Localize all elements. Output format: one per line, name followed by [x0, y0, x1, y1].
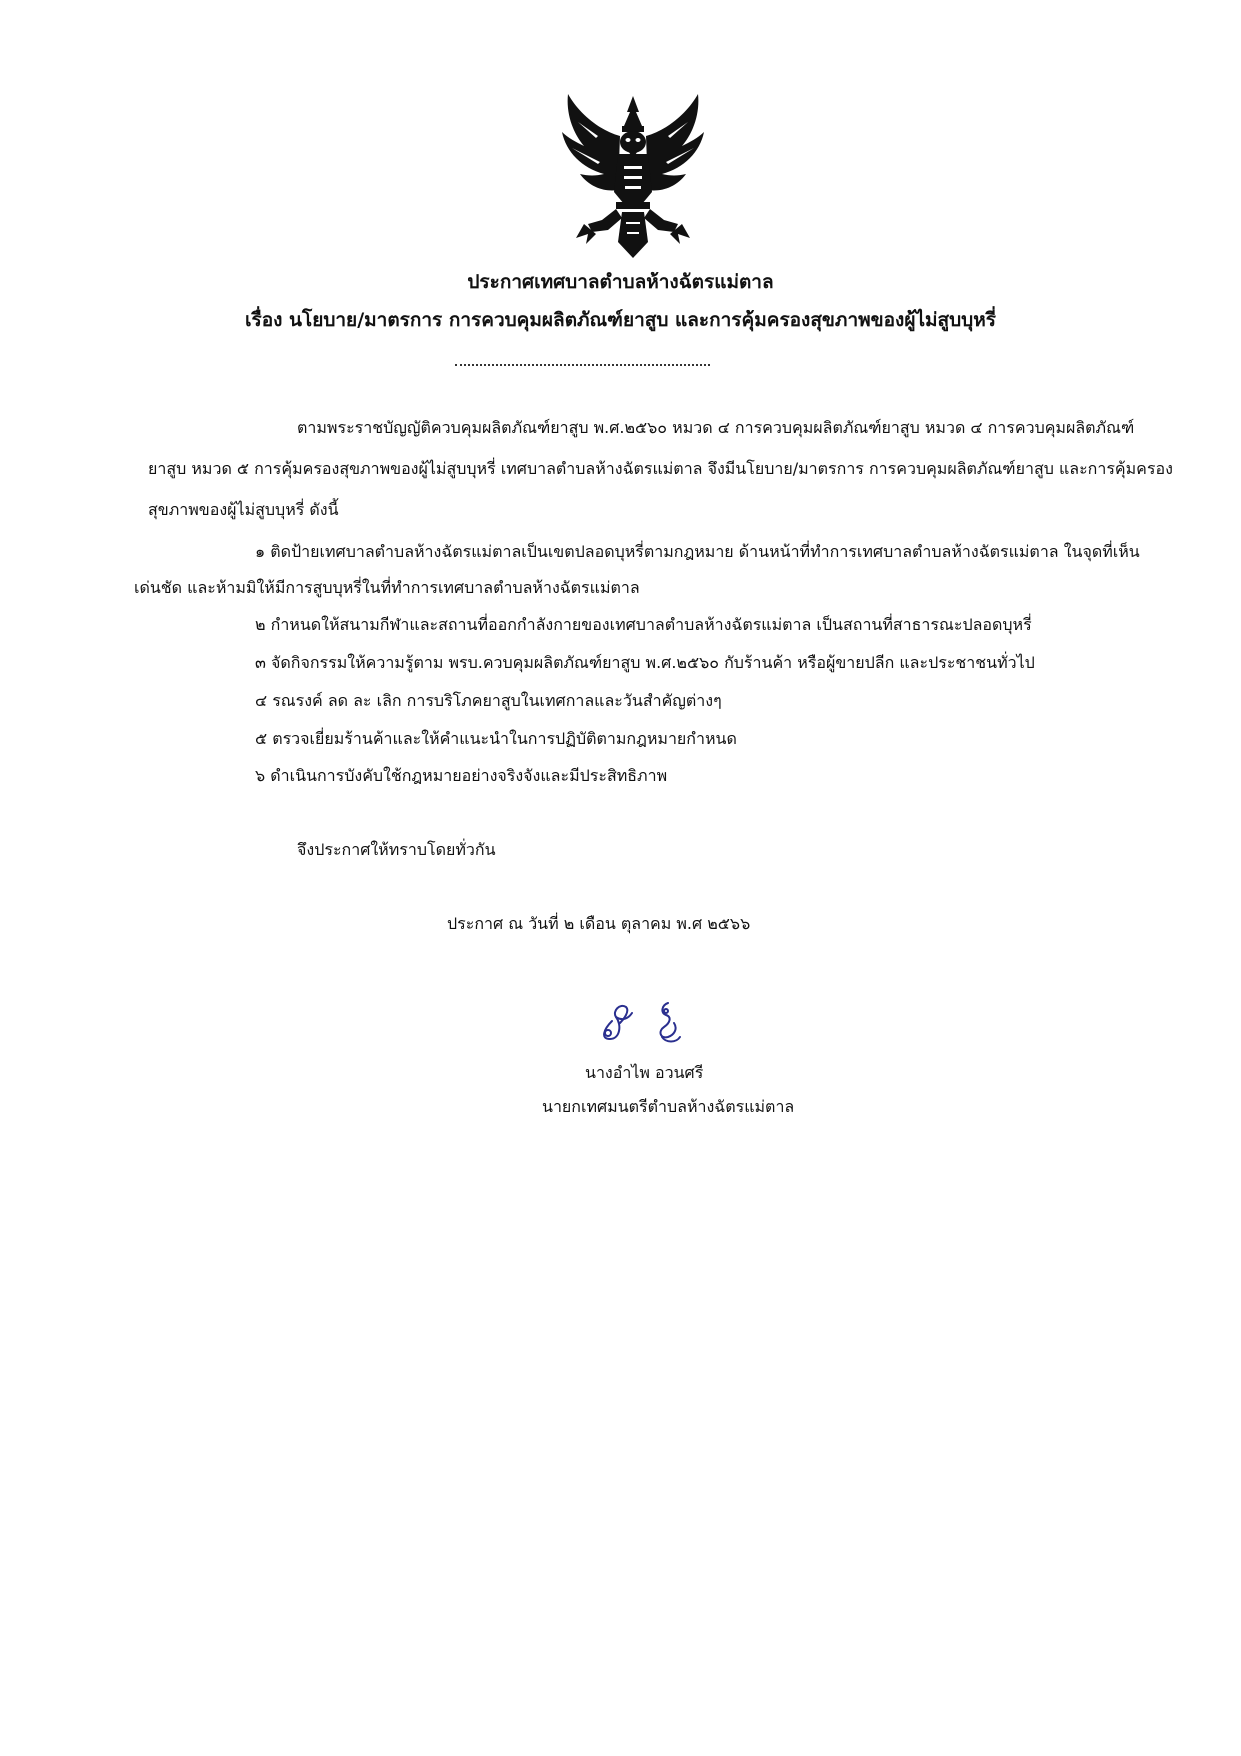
- intro-line-3: สุขภาพของผู้ไม่สูบบุหรี่ ดังนี้: [148, 500, 339, 519]
- garuda-emblem: [558, 92, 708, 262]
- signer-name: นางอำไพ อวนศรี: [585, 1063, 704, 1082]
- policy-item-6: ๖ ดำเนินการบังคับใช้กฎหมายอย่างจริงจังและมีประสิทธิภาพ: [255, 766, 668, 785]
- policy-item-5: ๕ ตรวจเยี่ยมร้านค้าและให้คำแนะนำในการปฏิบัติตามกฎหมายกำหนด: [255, 729, 737, 748]
- intro-line-1: ตามพระราชบัญญัติควบคุมผลิตภัณฑ์ยาสูบ พ.ศ.๒๕๖๐ หมวด ๔ การควบคุมผลิตภัณฑ์ยาสูบ หมวด ๔ การควบคุมผลิตภัณฑ์: [297, 418, 1135, 437]
- policy-item-2: ๒ กำหนดให้สนามกีฬาและสถานที่ออกกำลังกายของเทศบาลตำบลห้างฉัตรแม่ตาล เป็นสถานที่สาธารณะปลอดบุหรี่: [255, 615, 1032, 634]
- signer-position: นายกเทศมนตรีตำบลห้างฉัตรแม่ตาล: [542, 1097, 795, 1116]
- intro-line-2: ยาสูบ หมวด ๕ การคุ้มครองสุขภาพของผู้ไม่สูบบุหรี่ เทศบาลตำบลห้างฉัตรแม่ตาล จึงมีนโยบาย/มาตรการ การควบคุมผลิตภัณฑ์ยาสูบ และการคุ้มครอง: [148, 459, 1173, 478]
- closing-statement: จึงประกาศให้ทราบโดยทั่วกัน: [297, 840, 496, 859]
- signature-mark: [592, 993, 702, 1045]
- policy-item-3: ๓ จัดกิจกรรมให้ความรู้ตาม พรบ.ควบคุมผลิตภัณฑ์ยาสูบ พ.ศ.๒๕๖๐ กับร้านค้า หรือผู้ขายปลีก และประชาชนทั่วไป: [255, 653, 1035, 672]
- announcement-subject: เรื่อง นโยบาย/มาตรการ การควบคุมผลิตภัณฑ์ยาสูบ และการคุ้มครองสุขภาพของผู้ไม่สูบบุหรี่: [245, 309, 996, 331]
- announcement-title: ประกาศเทศบาลตำบลห้างฉัตรแม่ตาล: [467, 271, 774, 293]
- policy-item-1-line-2: เด่นชัด และห้ามมิให้มีการสูบบุหรี่ในที่ทำการเทศบาลตำบลห้างฉัตรแม่ตาล: [134, 578, 640, 597]
- announcement-date: ประกาศ ณ วันที่ ๒ เดือน ตุลาคม พ.ศ ๒๕๖๖: [447, 914, 751, 933]
- policy-item-4: ๔ รณรงค์ ลด ละ เลิก การบริโภคยาสูบในเทศกาลและวันสำคัญต่างๆ: [255, 691, 722, 710]
- dotted-divider: [455, 350, 710, 366]
- policy-item-1-line-1: ๑ ติดป้ายเทศบาลตำบลห้างฉัตรแม่ตาลเป็นเขตปลอดบุหรี่ตามกฎหมาย ด้านหน้าที่ทำการเทศบาลตำบลห้างฉัตรแม่ตาล ในจุดที่เห็น: [255, 542, 1140, 561]
